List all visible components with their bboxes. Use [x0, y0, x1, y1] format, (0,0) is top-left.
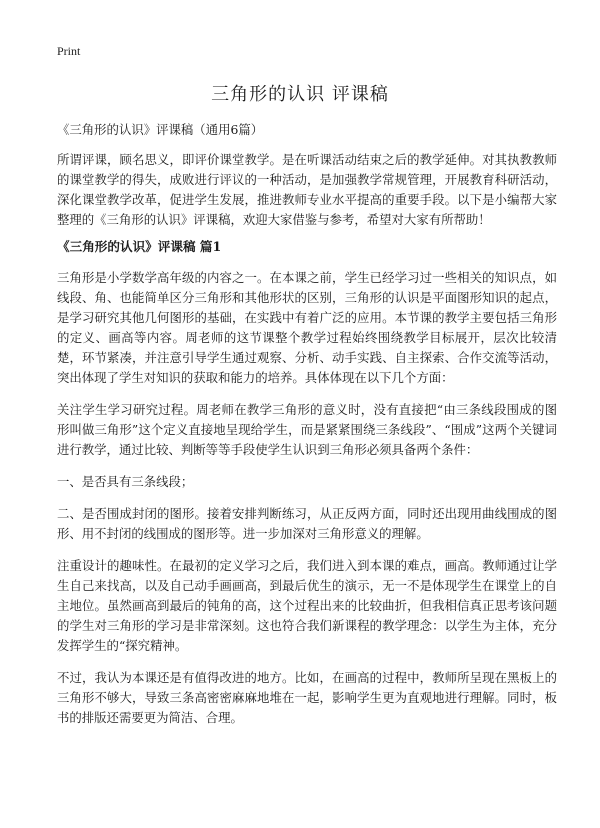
section-heading: 《三角形的认识》评课稿 篇1	[57, 239, 222, 254]
article-subtitle: 《三角形的认识》评课稿（通用6篇）	[57, 122, 264, 137]
paragraph-1: 三角形是小学数学高年级的内容之一。在本课之前，学生已经学习过一些相关的知识点，如线段、角、也能简单区分三角形和其他形状的区别，三角形的认识是平面图形知识的起点，是学习研究其他几何图形的基础，在实践中有着广泛的应用。本节课的教学主要包括三角形的定义、画高等内容。周老师的这节课整个教学过程始终围绕教学目标展开，层次比较清楚，环节紧凑，并注意引导学生通过观察、分析、动手实践、自主探索、合作交流等活动，突出体现了学生对知识的获取和能力的培养。具体体现在以下几个方面：	[57, 270, 557, 385]
paragraph-5: 注重设计的趣味性。在最初的定义学习之后，我们进入到本课的难点，画高。教师通过让学生自己来找高，以及自己动手画画高，到最后优生的演示，无一不是体现学生在课堂上的自主地位。虽然画高到最后的钝角的高，这个过程出来的比较曲折，但我相信真正思考该问题的学生对三角形的学习是非常深刻。这也符合我们新课程的教学理念：以学生为主体，充分发挥学生的“探究精神。	[57, 558, 557, 653]
print-link[interactable]: Print	[57, 44, 81, 58]
intro-paragraph: 所谓评课，顾名思义，即评价课堂教学。是在听课活动结束之后的教学延伸。对其执教教师的课堂教学的得失，成败进行评议的一种活动，是加强教学常规管理，开展教育科研活动，深化课堂教学改革，促进学生发展，推进教师专业水平提高的重要手段。以下是小编帮大家整理的《三角形的认识》评课稿，欢迎大家借鉴与参考，希望对大家有所帮助！	[57, 152, 557, 227]
paragraph-4: 二、是否围成封闭的图形。接着安排判断练习，从正反两方面，同时还出现用曲线围成的图形、用不封闭的线围成的图形等。进一步加深对三角形意义的理解。	[57, 506, 557, 541]
page-title: 三角形的认识 评课稿	[211, 84, 389, 105]
paragraph-2: 关注学生学习研究过程。周老师在教学三角形的意义时，没有直接把“由三条线段围成的图形叫做三角形”这个定义直接地呈现给学生，而是紧紧围绕三条线段”、“围成”这两个关键词进行教学，通过比较、判断等等手段使学生认识到三角形必须具备两个条件：	[57, 402, 557, 457]
paragraph-6: 不过，我认为本课还是有值得改进的地方。比如，在画高的过程中，教师所呈现在黑板上的三角形不够大，导致三条高密密麻麻地堆在一起，影响学生更为直观地进行理解。同时，板书的排版还需要更为简洁、合理。	[57, 670, 557, 725]
paragraph-3: 一、是否具有三条线段；	[57, 474, 194, 489]
article-body	[57, 120, 557, 740]
